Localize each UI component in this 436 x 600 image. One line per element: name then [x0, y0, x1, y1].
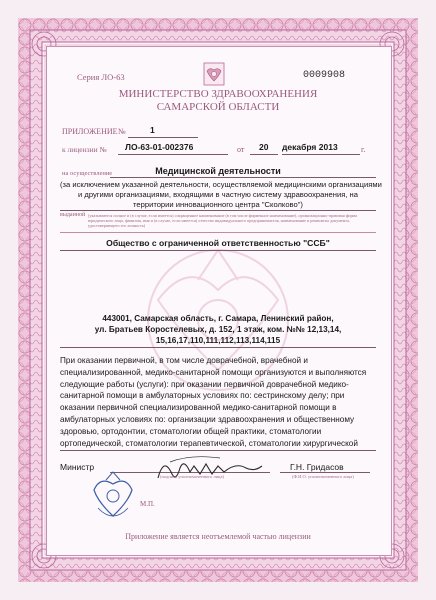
footer-note: Приложение является неотъемлемой частью лицензии [125, 532, 311, 541]
address-line1: 443001, Самарская область, г. Самара, Ленинский район, [102, 314, 334, 323]
license-number-rule [118, 154, 228, 155]
address-rule [60, 347, 376, 348]
activity-label: на осуществление [62, 170, 113, 177]
services-line: амбулаторных условиях по: организации здравоохранения и общественному [60, 414, 355, 424]
license-number: ЛО-63-01-002376 [125, 142, 194, 152]
address-line2: ул. Братьев Коростелевых, д. 152, 1 этаж, ком. №№ 12,13,14, [94, 325, 342, 334]
issued-label: выданной [60, 212, 86, 218]
organization-name: Общество с ограниченной ответственностью "ССБ" [106, 238, 330, 248]
services-line: специализированной, медико-санитарной помощи организуются и выполняются [60, 367, 367, 377]
date-year-suffix: г. [361, 145, 366, 154]
activity-line1: (за исключением указанной деятельности, осуществляемой медицинскими организациями [60, 180, 382, 189]
signature-caption: (подпись уполномоченного лица) [160, 474, 224, 479]
date-month-year: декабря 2013 [282, 142, 338, 152]
name-caption: (Ф.И.О. уполномоченного лица) [292, 474, 354, 479]
services-line: ортопедической, стоматологии терапевтической, стоматологии хирургической [60, 438, 358, 448]
fine-print-rule [60, 232, 376, 233]
address-line3: 15,16,17,110,111,112,113,114,115 [155, 336, 281, 345]
organization-rule [60, 250, 376, 251]
activity-line3: территории инновационного центра "Сколково") [133, 200, 303, 209]
state-emblem-icon [203, 62, 225, 86]
appendix-num-sign: № [118, 127, 126, 136]
activity-line2: и другими организациями, входящими в частную систему здравоохранения, на [78, 190, 358, 199]
seal-label: М.П. [140, 500, 155, 508]
handwritten-signature [150, 448, 270, 488]
signatory-title: Министр [60, 462, 95, 472]
appendix-label: ПРИЛОЖЕНИЕ [62, 127, 118, 136]
signatory-name: Г.Н. Гридасов [290, 462, 344, 472]
series-label: Серия ЛО-63 [77, 72, 125, 82]
activity-title-rule [110, 177, 376, 178]
date-from-label: от [237, 145, 245, 154]
services-text [60, 355, 376, 449]
services-line: следующие работы (услуги): при оказании первичной доврачебной медико- [60, 379, 349, 389]
signatory-name-rule [280, 472, 370, 473]
date-day-rule [250, 154, 278, 155]
services-line: здоровью, ортодонтии, стоматологии общей практики, стоматологии [60, 426, 322, 436]
activity-line3-rule [60, 210, 376, 211]
services-line: оказании первичной специализированной медико-санитарной помощи в [60, 403, 337, 413]
form-number: 0009908 [303, 70, 346, 81]
issued-fine-print: (указываются полное и (в случае, если имеется) сокращенное наименование (в том числе фирменное наименование), организационно-правовая форма юридического лица, фамилия, имя и (в случае, если имеется) отчество индивидуального предпринимателя, наименование и реквизиты документа, удостоверяющего его личность) [88, 213, 358, 228]
official-seal [88, 468, 138, 528]
ministry-title-line1: МИНИСТЕРСТВО ЗДРАВООХРАНЕНИЯ [118, 88, 318, 100]
services-line: санитарной помощи в амбулаторных условиях по: сестринскому делу; при [60, 391, 345, 401]
date-month-rule [282, 154, 360, 155]
date-day: 20 [259, 142, 269, 152]
services-line: При оказании первичной, в том числе доврачебной, врачебной и [60, 356, 308, 365]
activity-title: Медицинской деятельности [155, 166, 281, 176]
ministry-title-line2: САМАРСКОЙ ОБЛАСТИ [156, 101, 280, 113]
appendix-number: 1 [150, 125, 155, 135]
license-number-label: к лицензии № [62, 145, 107, 154]
appendix-number-rule [128, 137, 198, 138]
